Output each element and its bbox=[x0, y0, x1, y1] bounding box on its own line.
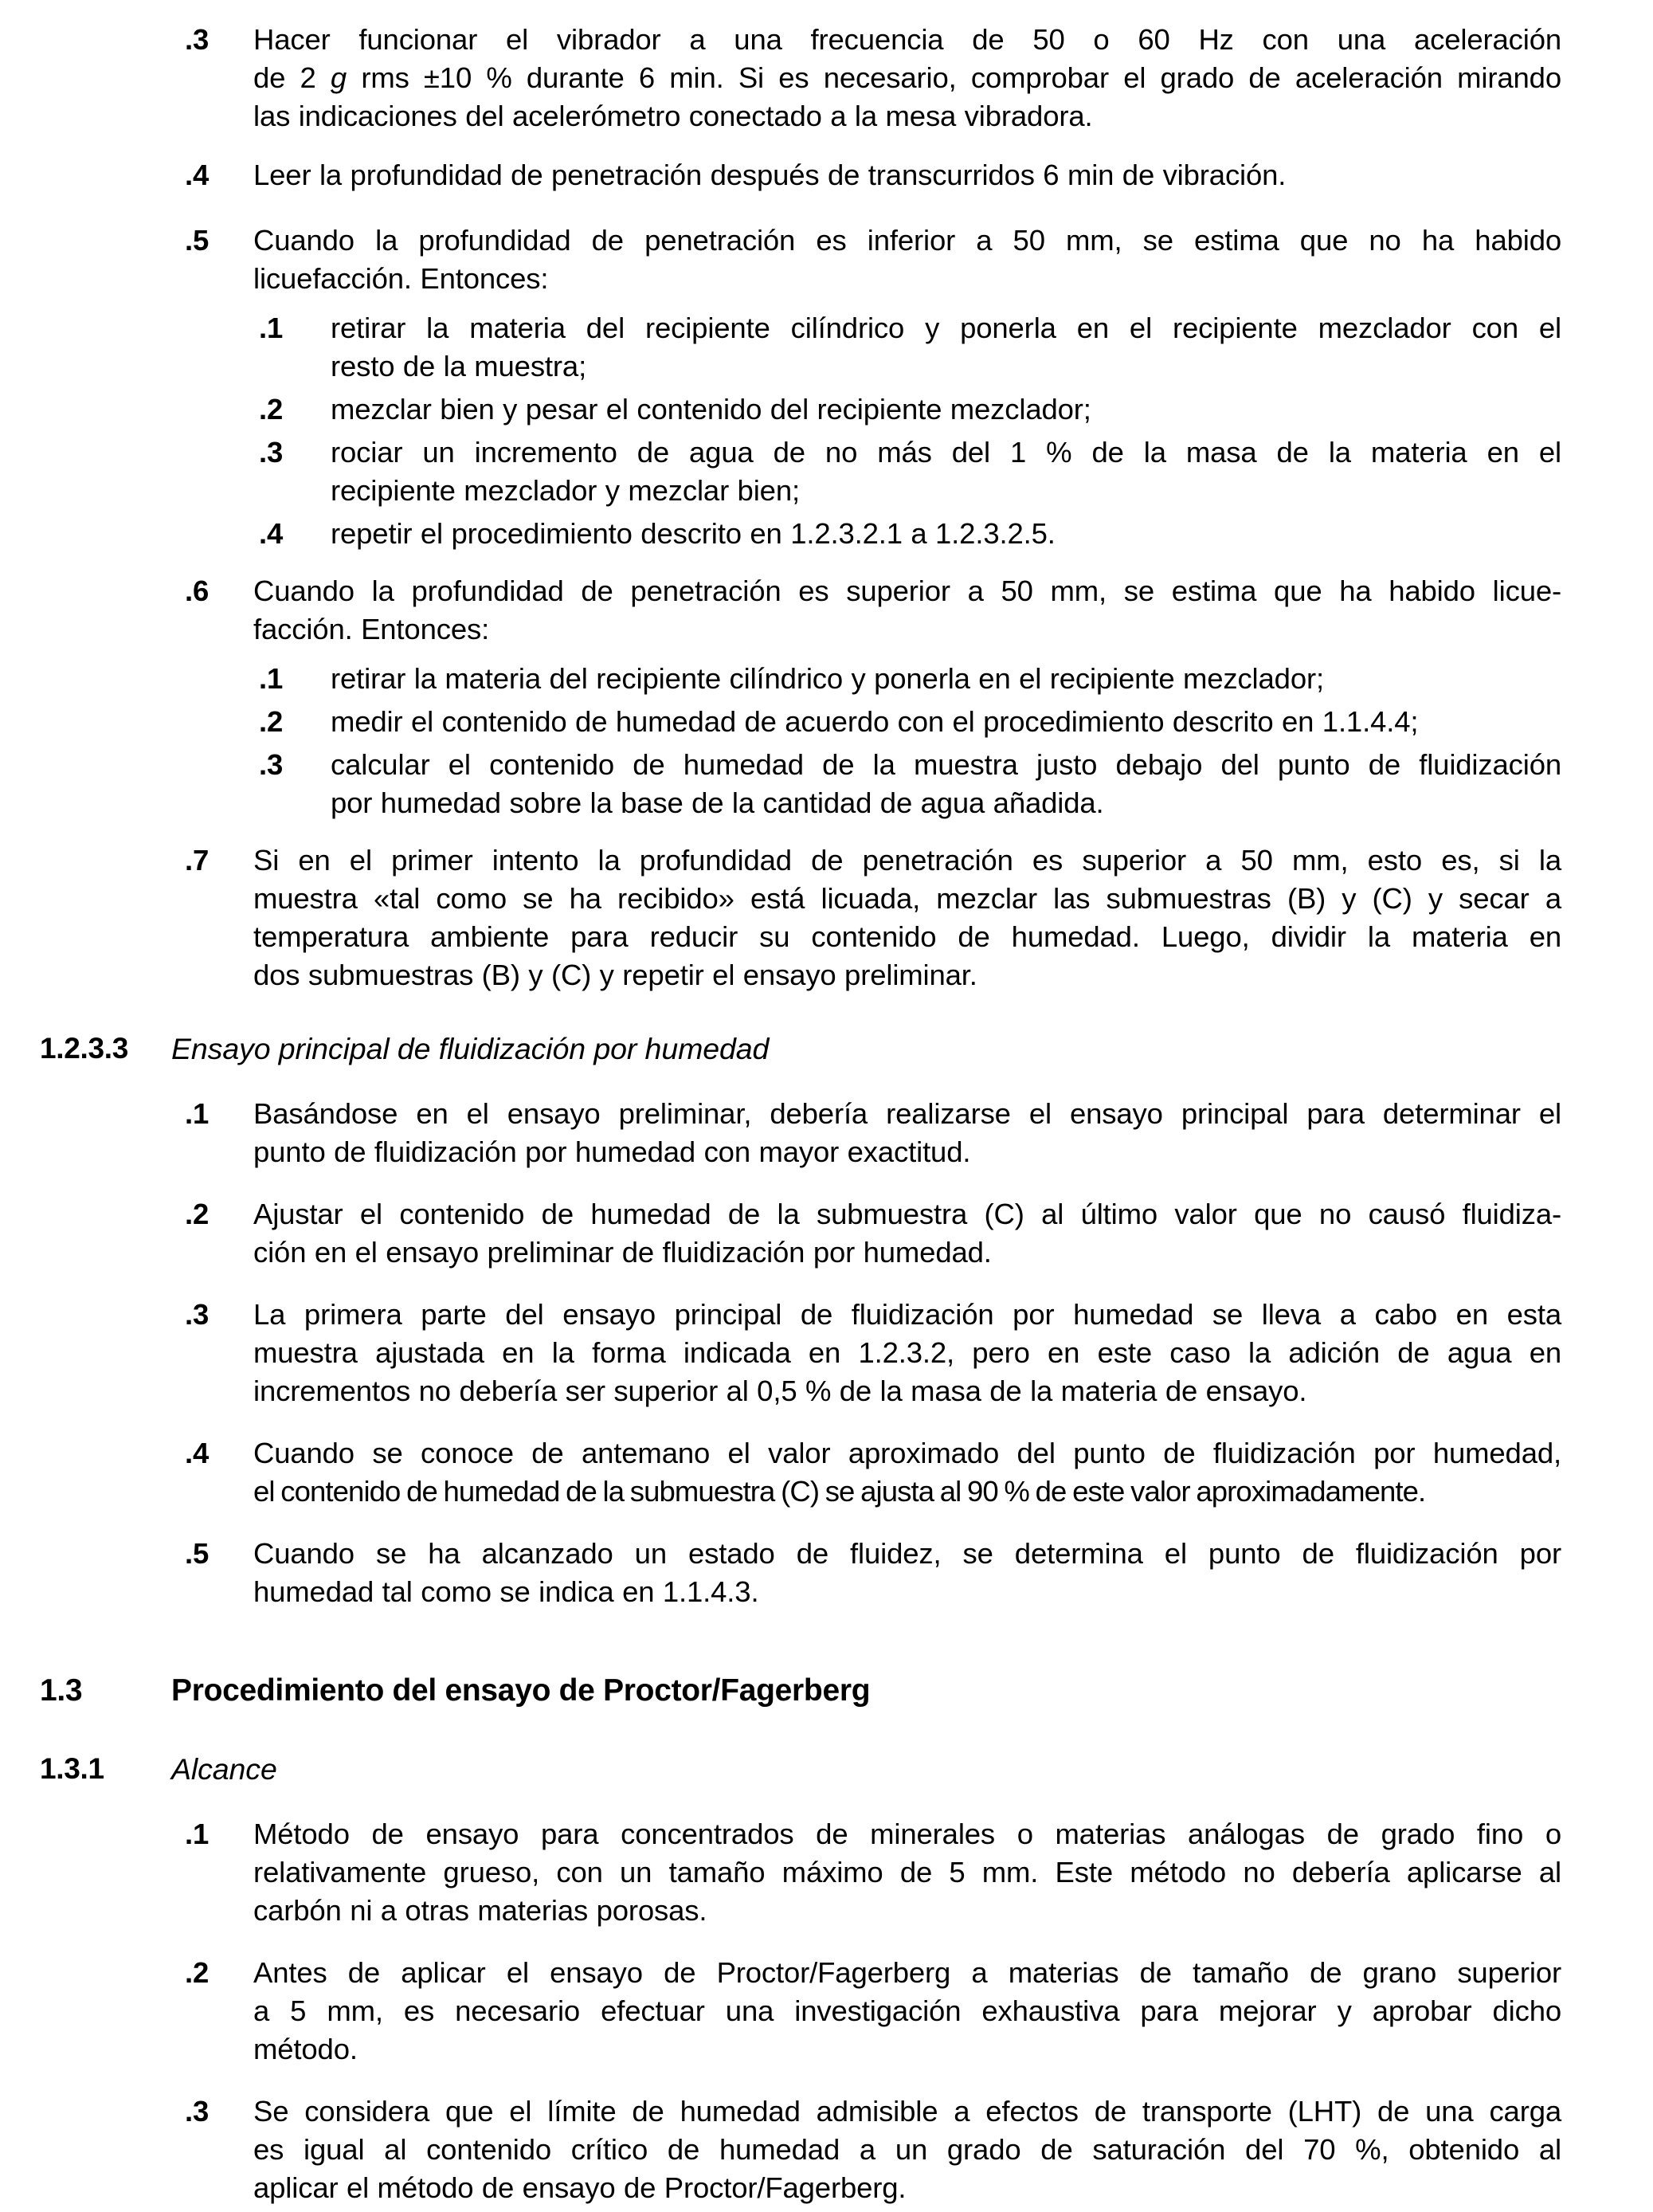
sub-list-item-number: .2 bbox=[259, 705, 284, 738]
text-line: resto de la muestra; bbox=[331, 350, 587, 382]
list-item-text bbox=[253, 1095, 1561, 1171]
list-item-text bbox=[253, 156, 1561, 194]
text-line: Se considera que el límite de humedad admisible a efectos de transporte (LHT) de una carga bbox=[253, 2095, 1561, 2128]
section-title: Ensayo principal de fluidización por humedad bbox=[171, 1032, 770, 1065]
list-item-number: .4 bbox=[185, 1437, 210, 1469]
text-line: por humedad sobre la base de la cantidad de agua añadida. bbox=[331, 786, 1104, 819]
text-line: ción en el ensayo preliminar de fluidización por humedad. bbox=[253, 1236, 992, 1269]
list-item-text bbox=[253, 1815, 1561, 1930]
list-item bbox=[0, 2092, 1653, 2207]
text-line: retirar la materia del recipiente cilíndrico y ponerla en el recipiente mezclador; bbox=[331, 662, 1324, 695]
list-item-text bbox=[253, 1296, 1561, 1410]
list-item-number: .6 bbox=[185, 575, 210, 607]
section-heading-1-3 bbox=[0, 1670, 1653, 1712]
text-line: de 2 g rms ±10 % durante 6 min. Si es necesario, comprobar el grado de aceleración mirando bbox=[253, 61, 1561, 94]
sub-list-item-number: .2 bbox=[259, 393, 284, 426]
list-item-text bbox=[253, 21, 1561, 135]
list-item-number: .3 bbox=[185, 1298, 210, 1331]
sub-list-item-number: .3 bbox=[259, 436, 284, 469]
list-item bbox=[0, 222, 1653, 298]
list-item-number: .1 bbox=[185, 1818, 210, 1850]
list-item-text bbox=[253, 1954, 1561, 2069]
list-item bbox=[0, 1296, 1653, 1410]
list-item-text bbox=[253, 1434, 1561, 1511]
sub-list-item bbox=[0, 390, 1653, 429]
sub-list-item-text bbox=[331, 390, 1561, 429]
sub-list-item bbox=[0, 703, 1653, 741]
list-item-text bbox=[253, 222, 1561, 298]
text-line: método. bbox=[253, 2033, 358, 2065]
text-line: Ajustar el contenido de humedad de la submuestra (C) al último valor que no causó fluidiza- bbox=[253, 1198, 1561, 1230]
text-line: humedad tal como se indica en 1.1.4.3. bbox=[253, 1575, 759, 1608]
list-item bbox=[0, 1954, 1653, 2069]
text-line: rociar un incremento de agua de no más del 1 % de la masa de la materia en el bbox=[331, 436, 1561, 469]
sub-list bbox=[0, 660, 1653, 822]
section-number: 1.3 bbox=[40, 1673, 83, 1708]
list-item-number: .5 bbox=[185, 224, 210, 257]
text-line: muestra «tal como se ha recibido» está licuada, mezclar las submuestras (B) y (C) y secar a bbox=[253, 882, 1561, 915]
text-line: Método de ensayo para concentrados de minerales o materias análogas de grado fino o bbox=[253, 1818, 1561, 1850]
text-line: aplicar el método de ensayo de Proctor/Fagerberg. bbox=[253, 2171, 907, 2204]
text-line: repetir el procedimiento descrito en 1.2.3.2.1 a 1.2.3.2.5. bbox=[331, 517, 1056, 550]
section-title: Alcance bbox=[171, 1752, 277, 1786]
list-item bbox=[0, 1815, 1653, 1930]
sub-list-item-text bbox=[331, 433, 1561, 510]
list-item-number: .1 bbox=[185, 1097, 210, 1130]
list-item-number: .7 bbox=[185, 844, 210, 877]
text-line: Antes de aplicar el ensayo de Proctor/Fagerberg a materias de tamaño de grano superior bbox=[253, 1956, 1561, 1989]
sub-list-item-number: .1 bbox=[259, 312, 284, 344]
text-line: mezclar bien y pesar el contenido del recipiente mezclador; bbox=[331, 393, 1091, 426]
sub-list-item-text bbox=[331, 515, 1561, 553]
text-line: temperatura ambiente para reducir su contenido de humedad. Luego, dividir la materia en bbox=[253, 920, 1561, 953]
list-item-number: .3 bbox=[185, 2095, 210, 2128]
sub-list-item bbox=[0, 746, 1653, 822]
sub-list-item-number: .3 bbox=[259, 748, 284, 781]
text-line: retirar la materia del recipiente cilíndrico y ponerla en el recipiente mezclador con el bbox=[331, 312, 1561, 344]
sub-list-item-text bbox=[331, 703, 1561, 741]
text-line: punto de fluidización por humedad con mayor exactitud. bbox=[253, 1135, 971, 1168]
text-line: las indicaciones del acelerómetro conectado a la mesa vibradora. bbox=[253, 100, 1093, 132]
list-item-number: .2 bbox=[185, 1198, 210, 1230]
section-number: 1.2.3.3 bbox=[40, 1032, 129, 1065]
text-line: muestra ajustada en la forma indicada en 1.2.3.2, pero en este caso la adición de agua en bbox=[253, 1336, 1561, 1369]
text-line: incrementos no debería ser superior al 0,5 % de la masa de la materia de ensayo. bbox=[253, 1375, 1307, 1407]
text-line: La primera parte del ensayo principal de fluidización por humedad se lleva a cabo en esta bbox=[253, 1298, 1561, 1331]
list-item-text bbox=[253, 572, 1561, 649]
sub-list bbox=[0, 309, 1653, 553]
text-line: Basándose en el ensayo preliminar, debería realizarse el ensayo principal para determinar el bbox=[253, 1097, 1561, 1130]
section-title: Procedimiento del ensayo de Proctor/Fagerberg bbox=[171, 1673, 871, 1708]
text-line: calcular el contenido de humedad de la muestra justo debajo del punto de fluidización bbox=[331, 748, 1561, 781]
list-item-number: .3 bbox=[185, 23, 210, 56]
sub-list-item-number: .1 bbox=[259, 662, 284, 695]
sub-list-item-text bbox=[331, 746, 1561, 822]
text-line: Leer la profundidad de penetración después de transcurridos 6 min de vibración. bbox=[253, 159, 1287, 191]
text-line: recipiente mezclador y mezclar bien; bbox=[331, 474, 800, 507]
list-item bbox=[0, 572, 1653, 649]
sub-list-item bbox=[0, 309, 1653, 386]
list-item bbox=[0, 21, 1653, 135]
text-line: carbón ni a otras materias porosas. bbox=[253, 1894, 707, 1927]
list-item-number: .5 bbox=[185, 1537, 210, 1570]
text-line: dos submuestras (B) y (C) y repetir el ensayo preliminar. bbox=[253, 959, 977, 991]
text-line: facción. Entonces: bbox=[253, 613, 490, 645]
list-item-number: .4 bbox=[185, 159, 210, 191]
text-line: Si en el primer intento la profundidad de penetración es superior a 50 mm, esto es, si la bbox=[253, 844, 1561, 877]
list-item bbox=[0, 156, 1653, 194]
text-line: relativamente grueso, con un tamaño máximo de 5 mm. Este método no debería aplicarse al bbox=[253, 1856, 1561, 1888]
text-line: Cuando la profundidad de penetración es inferior a 50 mm, se estima que no ha habido bbox=[253, 224, 1561, 257]
sub-list-item-text bbox=[331, 660, 1561, 698]
list-item-text bbox=[253, 1535, 1561, 1611]
list-item-text bbox=[253, 841, 1561, 994]
text-line: Hacer funcionar el vibrador a una frecuencia de 50 o 60 Hz con una aceleración bbox=[253, 23, 1561, 56]
text-line: licuefacción. Entonces: bbox=[253, 262, 549, 295]
list-item bbox=[0, 841, 1653, 994]
sub-list-item bbox=[0, 515, 1653, 553]
list-item bbox=[0, 1434, 1653, 1511]
list-item-text bbox=[253, 2092, 1561, 2207]
text-line: el contenido de humedad de la submuestra (C) se ajusta al 90 % de este valor aproximadamente. bbox=[253, 1475, 1426, 1508]
text-line: Cuando se ha alcanzado un estado de fluidez, se determina el punto de fluidización por bbox=[253, 1537, 1561, 1570]
sub-list-item bbox=[0, 660, 1653, 698]
section-heading-1-3-1 bbox=[0, 1750, 1653, 1788]
list-item-text bbox=[253, 1195, 1561, 1272]
sub-list-item-number: .4 bbox=[259, 517, 284, 550]
text-line: medir el contenido de humedad de acuerdo con el procedimiento descrito en 1.1.4.4; bbox=[331, 705, 1419, 738]
list-item bbox=[0, 1195, 1653, 1272]
list-item bbox=[0, 1095, 1653, 1171]
list-item bbox=[0, 1535, 1653, 1611]
sub-list-item-text bbox=[331, 309, 1561, 386]
text-line: Cuando la profundidad de penetración es superior a 50 mm, se estima que ha habido licue- bbox=[253, 575, 1561, 607]
text-line: Cuando se conoce de antemano el valor aproximado del punto de fluidización por humedad, bbox=[253, 1437, 1561, 1469]
section-number: 1.3.1 bbox=[40, 1752, 104, 1785]
list-item-number: .2 bbox=[185, 1956, 210, 1989]
text-line: es igual al contenido crítico de humedad a un grado de saturación del 70 %, obtenido al bbox=[253, 2133, 1561, 2166]
section-heading-1-2-3-3 bbox=[0, 1030, 1653, 1068]
text-line: a 5 mm, es necesario efectuar una investigación exhaustiva para mejorar y aprobar dicho bbox=[253, 1994, 1561, 2027]
sub-list-item bbox=[0, 433, 1653, 510]
